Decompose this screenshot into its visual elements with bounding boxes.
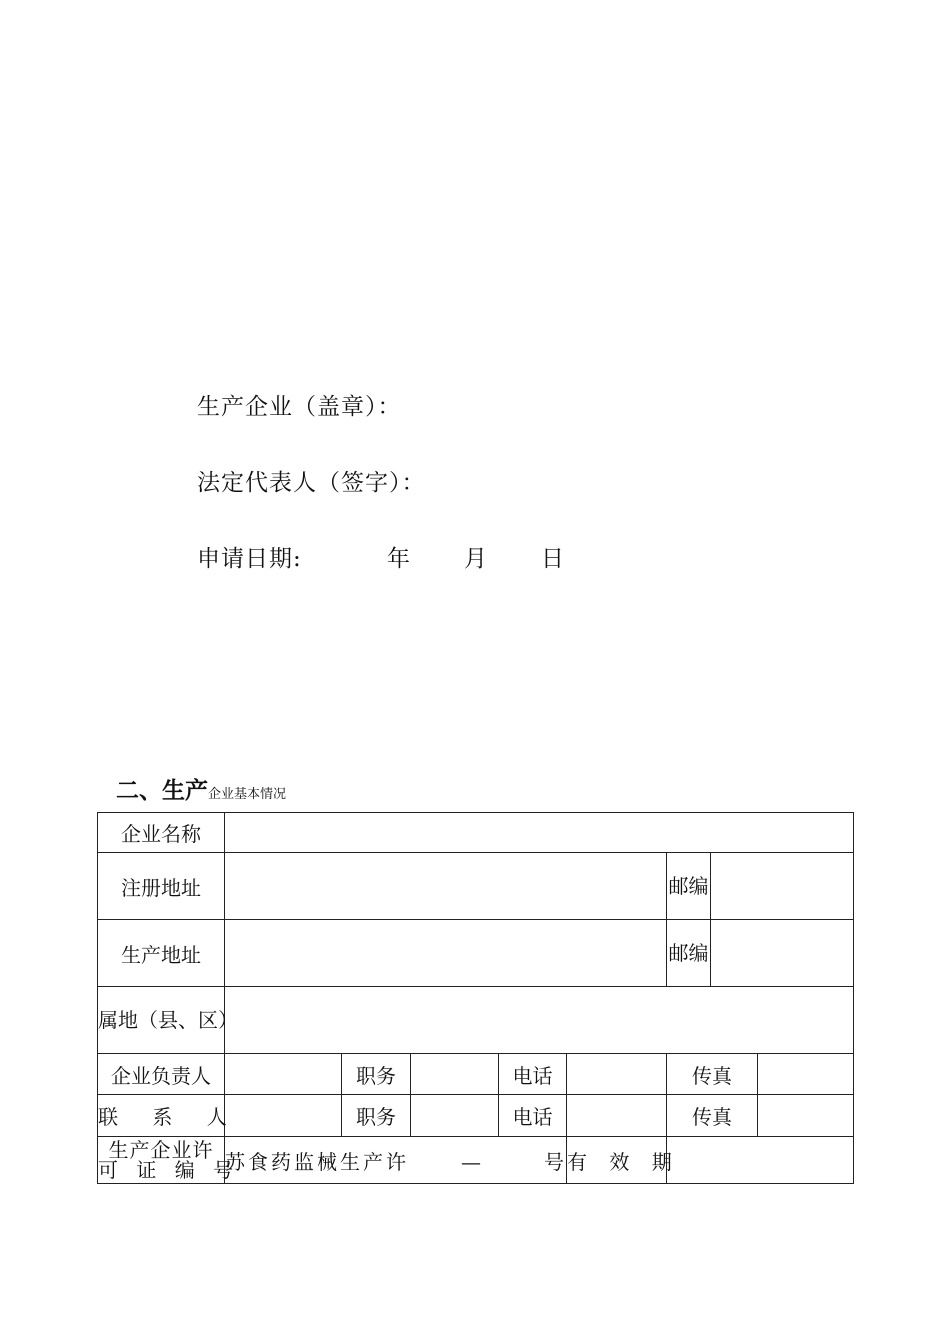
contact-phone-label: 电话 [499,1095,567,1137]
registered-address-label: 注册地址 [98,853,225,920]
person-in-charge-position-field[interactable] [411,1054,499,1095]
person-in-charge-fax-field[interactable] [758,1054,854,1095]
legal-representative-line: 法定代表人（签字）： [197,470,426,496]
table-row [98,987,854,1054]
production-postal-code-label: 邮编 [667,920,711,987]
license-number-field[interactable] [225,1137,567,1184]
month-label: 月 [464,546,488,572]
section-title-sub: 企业基本情况 [208,787,287,802]
person-in-charge-position-label: 职务 [342,1054,411,1095]
contact-person-field[interactable] [225,1095,342,1137]
company-name-field[interactable] [225,813,854,853]
production-address-field[interactable] [225,920,667,987]
person-in-charge-phone-field[interactable] [567,1054,667,1095]
application-date-line [197,544,597,574]
table-row [98,813,854,853]
table-row [98,920,854,987]
license-label-line-1: 生产企业许 [108,1138,214,1162]
section-title-main: 二、生产 [116,778,208,804]
license-number-label [98,1137,240,1184]
person-in-charge-field[interactable] [225,1054,342,1095]
section-title [116,772,286,805]
table-row [98,1054,854,1095]
production-postal-code-field[interactable] [711,920,854,987]
table-row [98,1095,854,1137]
jurisdiction-label: 属地（县、区） [98,987,225,1054]
production-address-label: 生产地址 [98,920,225,987]
license-suffix: 号 [544,1149,567,1174]
validity-field[interactable] [667,1137,854,1184]
contact-fax-field[interactable] [758,1095,854,1137]
application-date-label: 申请日期: [197,546,302,572]
enterprise-info-table [97,812,854,1184]
table-row [98,853,854,920]
table-row [98,1137,854,1184]
company-name-label: 企业名称 [98,813,225,853]
day-label: 日 [541,546,565,572]
validity-label: 有 效 期 [567,1137,667,1184]
license-label-line-2: 可 证 编 号 [98,1158,240,1182]
registered-address-field[interactable] [225,853,667,920]
registered-postal-code-label: 邮编 [667,853,711,920]
person-in-charge-label: 企业负责人 [98,1054,225,1095]
registered-postal-code-field[interactable] [711,853,854,920]
year-label: 年 [387,546,411,572]
person-in-charge-phone-label: 电话 [499,1054,567,1095]
contact-position-label: 职务 [342,1095,411,1137]
contact-phone-field[interactable] [567,1095,667,1137]
contact-position-field[interactable] [411,1095,499,1137]
contact-person-label: 联 系 人 [98,1095,225,1137]
jurisdiction-field[interactable] [225,987,854,1054]
license-dash: — [461,1149,484,1174]
contact-fax-label: 传真 [667,1095,758,1137]
license-prefix: 苏食药监械生产许 [225,1149,409,1174]
company-seal-line: 生产企业（盖章）： [197,394,402,420]
person-in-charge-fax-label: 传真 [667,1054,758,1095]
